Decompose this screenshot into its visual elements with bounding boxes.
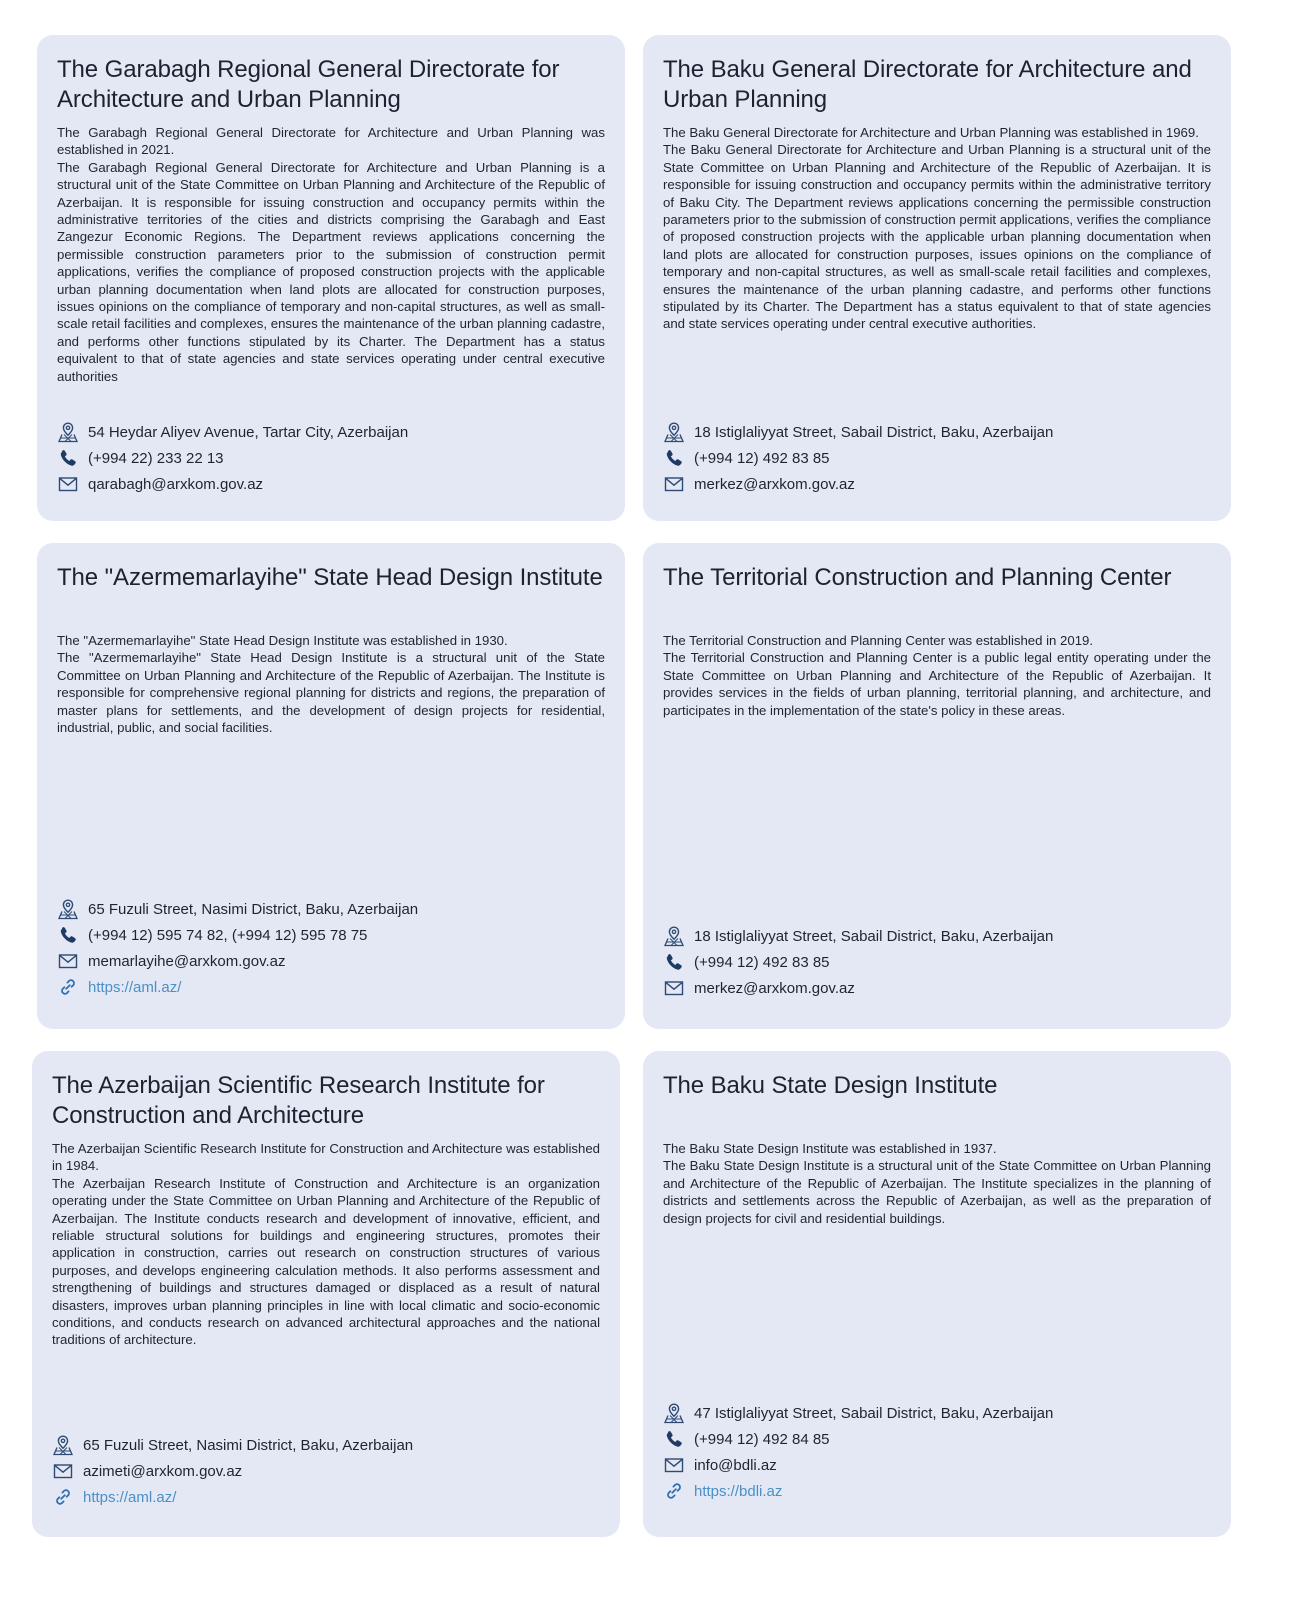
email-row[interactable] [57,948,605,974]
card-description [57,632,605,736]
card-description [57,124,605,385]
phone-icon [663,1428,685,1450]
card-title: The Territorial Construction and Planning Center [663,564,1172,591]
envelope-icon [663,977,685,999]
phone-row[interactable] [57,445,605,471]
envelope-icon [663,1454,685,1476]
description-text: The Baku General Directorate for Architecture and Urban Planning is a structural unit of the State Committee on Urban Planning and Architecture of the Republic of Azerbaijan. It is responsible for issuing construction and occupancy permits within the administrative territory of Baku City. The Department reviews applications concerning the permissible construction parameters prior to the submission of construction permit applications, verifies the compliance of proposed construction projects with the applicable urban planning documentation when land plots are allocated for construction purposes, issues opinions on the compliance of temporary and non-capital structures, as well as small-scale retail facilities and complexes, ensures the maintenance of the urban planning cadastre, and performs other functions stipulated by its Charter. The Department has a status equivalent to that of state agencies and state services operating under central executive authorities. [663,142,1211,332]
location-pin-icon [57,421,79,443]
phone-text[interactable]: (+994 12) 492 84 85 [694,1430,830,1448]
established-text: The "Azermemarlayihe" State Head Design Institute was established in 1930. [57,633,508,648]
envelope-icon [57,473,79,495]
card-title: The Azerbaijan Scientific Research Institute for Construction and Architecture [52,1072,545,1129]
envelope-icon [663,473,685,495]
email-row[interactable] [663,471,1211,497]
description-text: The Territorial Construction and Planning Center is a public legal entity operating under the State Committee on Urban Planning and Architecture of the Republic of Azerbaijan. It provides services in the fields of urban planning, territorial planning, and architecture, and participates in the implementation of the state's policy in these areas. [663,650,1211,718]
link-icon [57,976,79,998]
center-card [643,543,1231,1029]
phone-text[interactable]: (+994 22) 233 22 13 [88,449,224,467]
phone-row[interactable] [663,949,1211,975]
phone-text[interactable]: (+994 12) 595 74 82, (+994 12) 595 78 75 [88,926,368,944]
email-link[interactable]: qarabagh@arxkom.gov.az [88,475,264,493]
website-row[interactable] [57,974,605,1000]
institute-card [643,1051,1231,1537]
location-pin-icon [57,898,79,920]
phone-icon [57,447,79,469]
contact-list [663,1400,1211,1504]
card-description [663,632,1211,719]
card-title: The Baku State Design Institute [663,1072,998,1099]
card-title: The "Azermemarlayihe" State Head Design Institute [57,564,603,591]
location-pin-icon [663,925,685,947]
phone-icon [663,447,685,469]
email-row[interactable] [57,471,605,497]
email-row[interactable] [663,1452,1211,1478]
website-link[interactable]: https://aml.az/ [83,1488,177,1506]
location-pin-icon [52,1434,74,1456]
phone-row[interactable] [663,1426,1211,1452]
address-row [52,1432,600,1458]
email-link[interactable]: merkez@arxkom.gov.az [694,475,855,493]
address-text: 18 Istiglaliyyat Street, Sabail District, Baku, Azerbaijan [694,927,1054,945]
card-description [663,124,1211,333]
directorate-card [37,35,625,521]
institute-card [32,1051,620,1537]
address-text: 65 Fuzuli Street, Nasimi District, Baku, Azerbaijan [83,1436,414,1454]
established-text: The Garabagh Regional General Directorate for Architecture and Urban Planning was established in 2021. [57,125,605,158]
contact-list [663,419,1211,497]
email-link[interactable]: info@bdli.az [694,1456,777,1474]
contact-list [663,923,1211,1001]
website-row[interactable] [663,1478,1211,1504]
email-row[interactable] [663,975,1211,1001]
established-text: The Baku State Design Institute was established in 1937. [663,1141,997,1156]
address-row [663,419,1211,445]
card-description [52,1140,600,1349]
directorate-card [643,35,1231,521]
envelope-icon [52,1460,74,1482]
contact-list [57,896,605,1000]
phone-row[interactable] [663,445,1211,471]
location-pin-icon [663,421,685,443]
address-text: 47 Istiglaliyyat Street, Sabail District, Baku, Azerbaijan [694,1404,1054,1422]
location-pin-icon [663,1402,685,1424]
phone-icon [663,951,685,973]
description-text: The Baku State Design Institute is a structural unit of the State Committee on Urban Planning and Architecture of the Republic of Azerbaijan. The Institute specializes in the planning of districts and settlements across the Republic of Azerbaijan, as well as the preparation of design projects for civil and residential buildings. [663,1158,1211,1226]
link-icon [52,1486,74,1508]
phone-text[interactable]: (+994 12) 492 83 85 [694,953,830,971]
contact-list [52,1432,600,1510]
established-text: The Azerbaijan Scientific Research Institute for Construction and Architecture was established in 1984. [52,1141,600,1174]
address-row [663,923,1211,949]
email-row[interactable] [52,1458,600,1484]
email-link[interactable]: merkez@arxkom.gov.az [694,979,855,997]
phone-icon [57,924,79,946]
institute-card [37,543,625,1029]
address-row [663,1400,1211,1426]
description-text: The Garabagh Regional General Directorate for Architecture and Urban Planning is a structural unit of the State Committee on Urban Planning and Architecture of the Republic of Azerbaijan. It is responsible for issuing construction and occupancy permits within the administrative territories of the cities and districts comprising the Garabagh and East Zangezur Economic Regions. The Department reviews applications concerning the permissible construction parameters prior to the submission of construction permit applications, verifies the compliance of proposed construction projects with the applicable urban planning documentation when land plots are allocated for construction purposes, issues opinions on the compliance of temporary and non-capital structures, as well as small-scale retail facilities and complexes, ensures the maintenance of the urban planning cadastre, and performs other functions stipulated by its Charter. The Department has a status equivalent to that of state agencies and state services operating under central executive authorities [57,159,605,384]
established-text: The Baku General Directorate for Architecture and Urban Planning was established in 1969. [663,125,1199,140]
address-text: 54 Heydar Aliyev Avenue, Tartar City, Azerbaijan [88,423,409,441]
card-description [663,1140,1211,1227]
envelope-icon [57,950,79,972]
description-text: The "Azermemarlayihe" State Head Design Institute is a structural unit of the State Committee on Urban Planning and Architecture of the Republic of Azerbaijan. The Institute is responsible for comprehensive regional planning for districts and regions, the preparation of master plans for settlements, and the development of design projects for residential, industrial, public, and social facilities. [57,650,605,736]
address-row [57,896,605,922]
link-icon [663,1480,685,1502]
established-text: The Territorial Construction and Planning Center was established in 2019. [663,633,1094,648]
address-text: 65 Fuzuli Street, Nasimi District, Baku, Azerbaijan [88,900,419,918]
phone-row[interactable] [57,922,605,948]
contact-list [57,419,605,497]
email-link[interactable]: memarlayihe@arxkom.gov.az [88,952,286,970]
address-row [57,419,605,445]
website-link[interactable]: https://bdli.az [694,1482,783,1500]
website-row[interactable] [52,1484,600,1510]
email-link[interactable]: azimeti@arxkom.gov.az [83,1462,243,1480]
card-title: The Garabagh Regional General Directorate for Architecture and Urban Planning [57,56,560,113]
address-text: 18 Istiglaliyyat Street, Sabail District, Baku, Azerbaijan [694,423,1054,441]
website-link[interactable]: https://aml.az/ [88,978,182,996]
description-text: The Azerbaijan Research Institute of Construction and Architecture is an organization operating under the State Committee on Urban Planning and Architecture of the Republic of Azerbaijan. The Institute conducts research and development of innovative, efficient, and reliable structural solutions for buildings and engineering structures, promotes their application in construction, carries out research on construction structures of various purposes, and develops engineering calculation methods. It also performs assessment and strengthening of buildings and structures damaged or displaced as a result of natural disasters, improves urban planning principles in line with local climatic and socio-economic conditions, and conducts research on advanced architectural approaches and the national traditions of architecture. [52,1175,600,1348]
phone-text[interactable]: (+994 12) 492 83 85 [694,449,830,467]
card-title: The Baku General Directorate for Architecture and Urban Planning [663,56,1192,113]
